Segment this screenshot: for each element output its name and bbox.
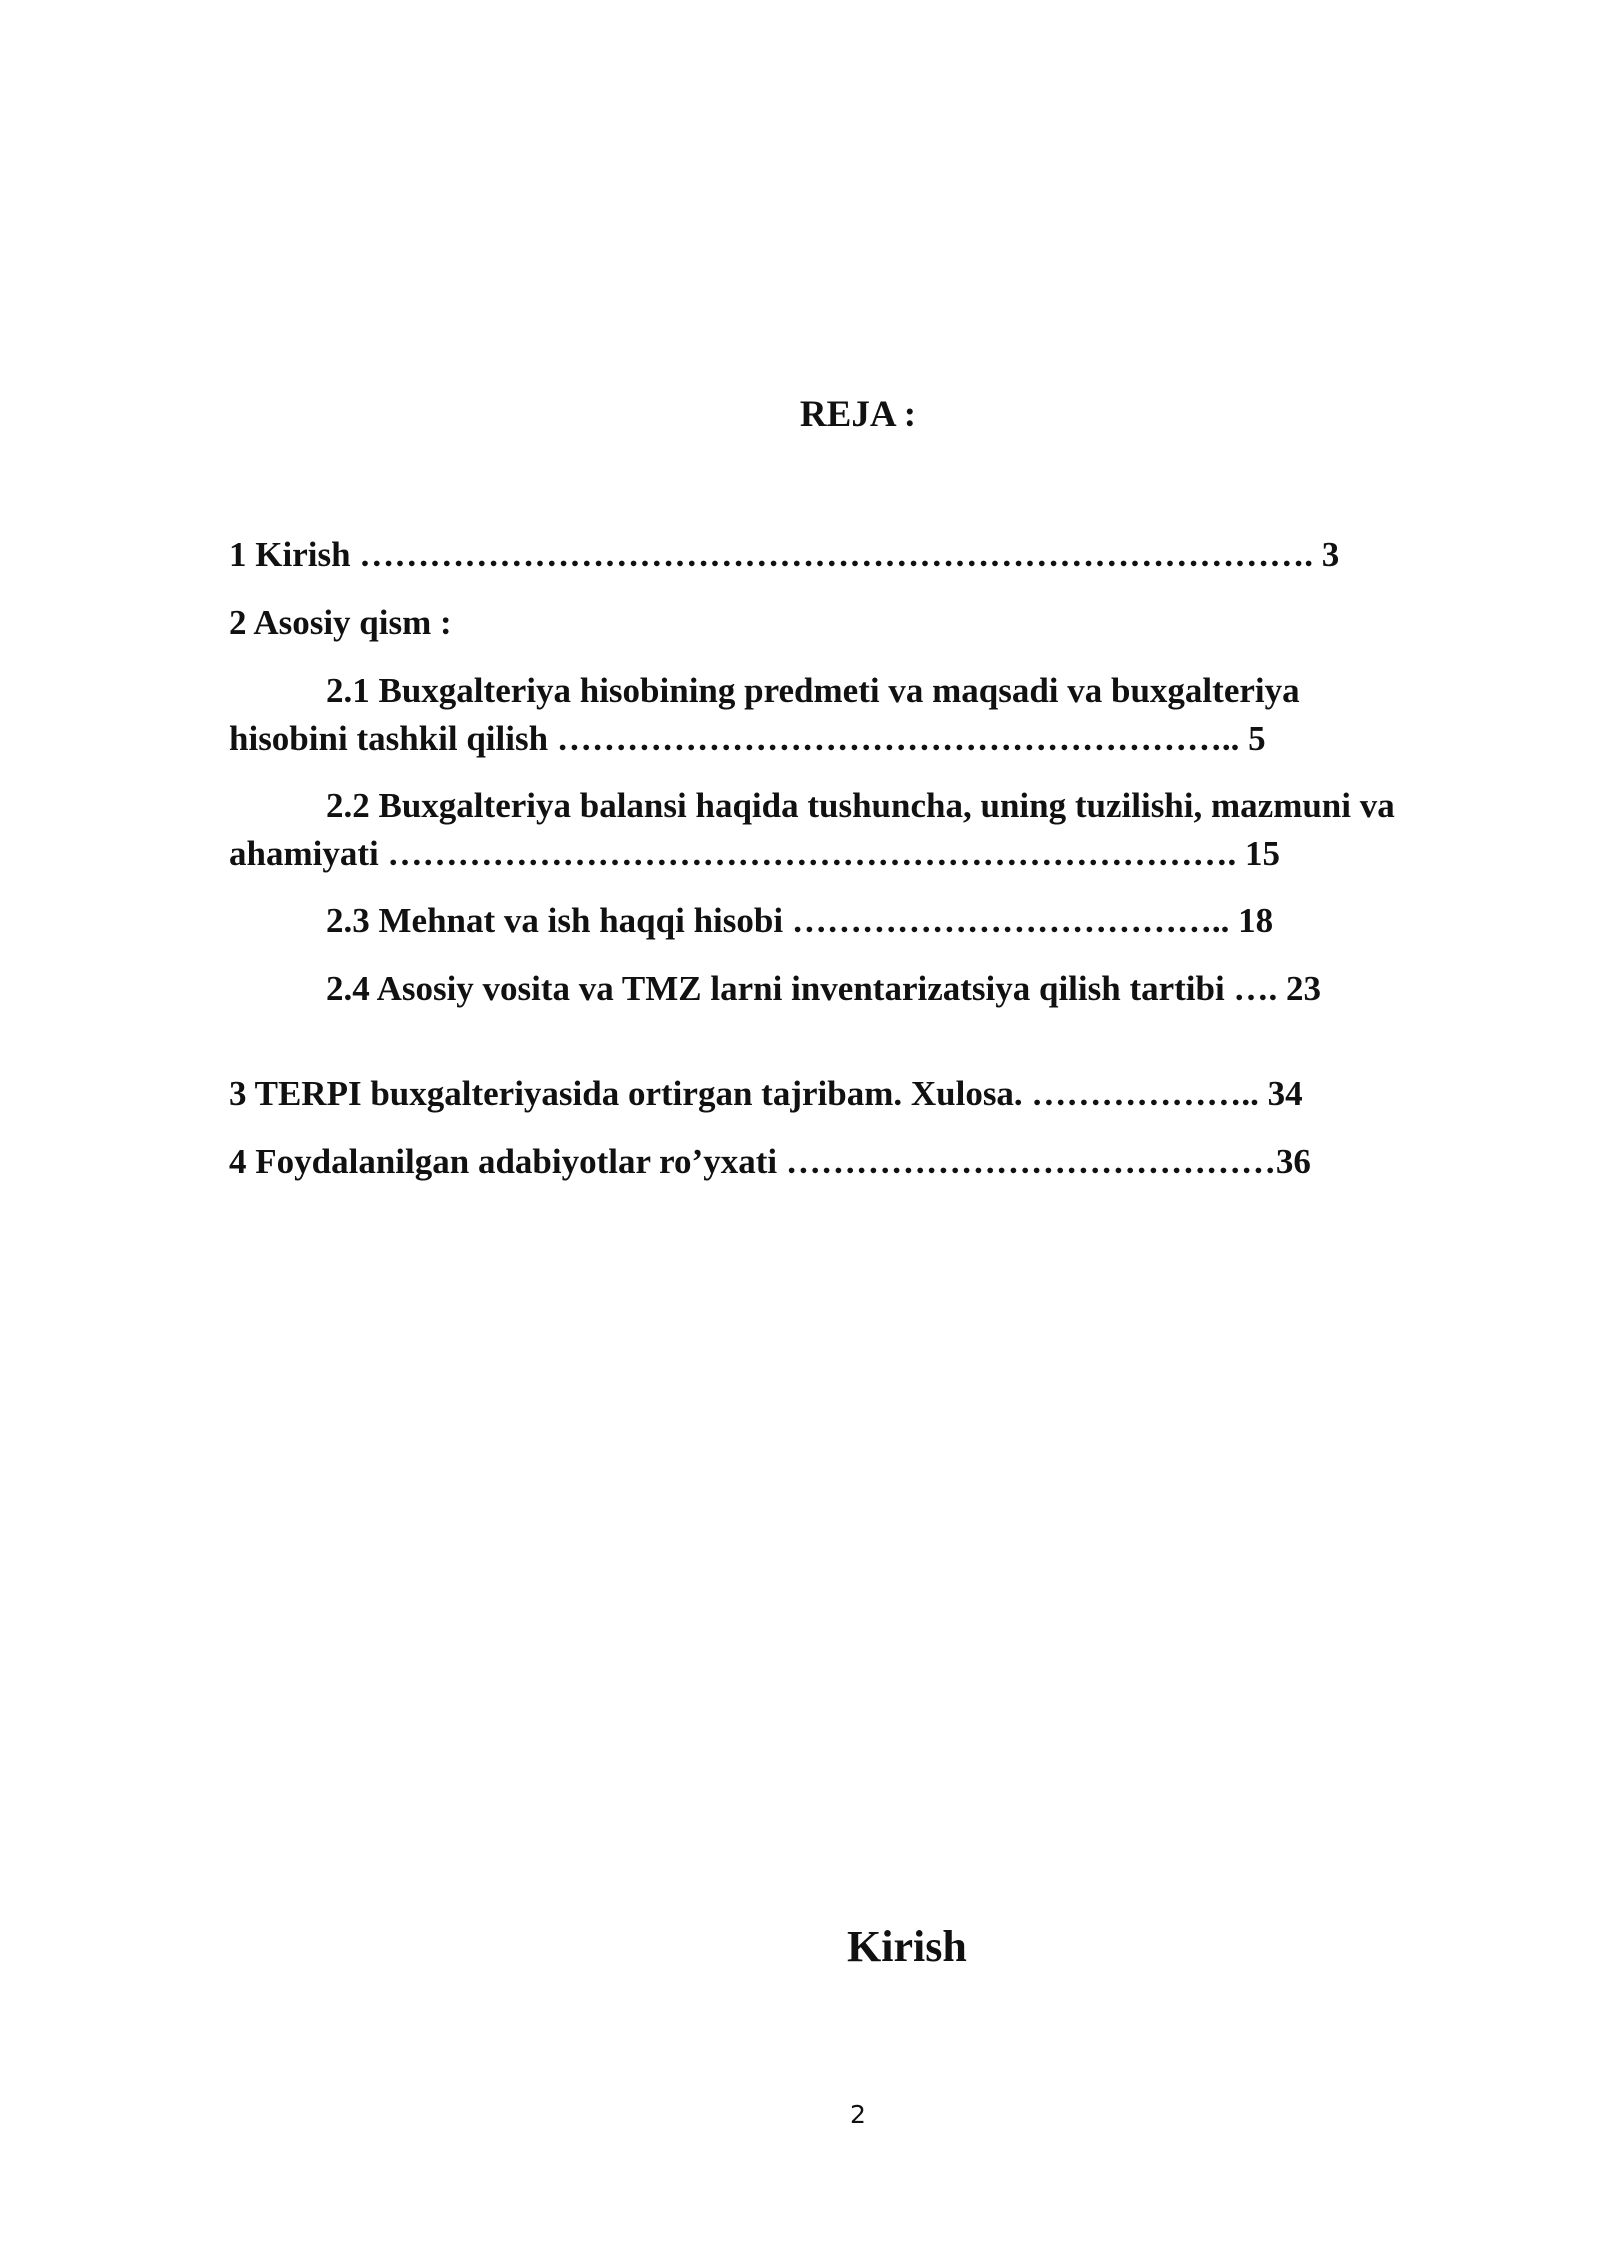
toc-item-2-2-line2: ahamiyati ………………………………………………………………. 15 — [229, 834, 1280, 873]
toc-item-asosiy-qism: 2 Asosiy qism : — [229, 603, 452, 642]
toc-item-2-4: 2.4 Asosiy vosita va TMZ larni inventarizatsiya qilish tartibi …. 23 — [326, 969, 1321, 1008]
section-heading-kirish: Kirish — [847, 1922, 967, 1971]
toc-item-kirish: 1 Kirish ………………………………………………………………………. 3 — [229, 535, 1340, 574]
toc-item-adabiyotlar: 4 Foydalanilgan adabiyotlar ro’yxati ……………………………………36 — [229, 1142, 1311, 1181]
toc-item-2-1-line1: 2.1 Buxgalteriya hisobining predmeti va maqsadi va buxgalteriya — [326, 671, 1300, 710]
page-title: REJA : — [799, 394, 917, 435]
toc-item-2-2-line1: 2.2 Buxgalteriya balansi haqida tushuncha, uning tuzilishi, mazmuni va — [326, 786, 1395, 825]
toc-item-2-3: 2.3 Mehnat va ish haqqi hisobi ……………………………….. 18 — [326, 901, 1274, 940]
page-number: 2 — [850, 2100, 866, 2129]
toc-item-terpi: 3 TERPI buxgalteriyasida ortirgan tajribam. Xulosa. ……………….. 34 — [229, 1074, 1303, 1113]
toc-item-2-1-line2: hisobini tashkil qilish ………………………………………………….. 5 — [229, 719, 1266, 758]
